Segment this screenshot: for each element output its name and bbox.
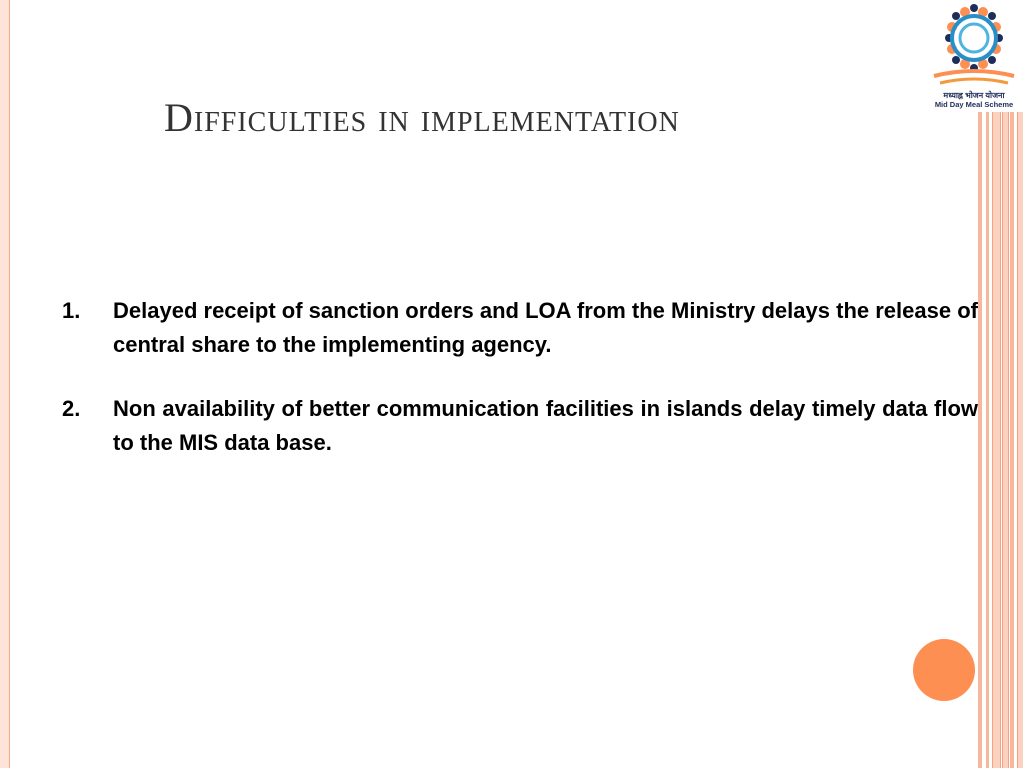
slide-title: Difficulties in implementation [164, 95, 680, 140]
difficulties-list [62, 294, 978, 490]
list-item-number: 1. [62, 298, 81, 323]
list-item-text: Delayed receipt of sanction orders and LOA from the Ministry delays the release of central share to the implementing agency. [113, 298, 978, 357]
list-item [62, 294, 978, 362]
list-item-number: 2. [62, 396, 81, 421]
logo-text-english: Mid Day Meal Scheme [934, 100, 1014, 109]
mid-day-meal-logo [926, 0, 1022, 112]
list-item [62, 392, 978, 460]
logo-emblem-icon [926, 0, 1022, 92]
orange-circle-decoration [913, 639, 975, 701]
logo-text-hindi: मध्याह्न भोजन योजना [943, 91, 1005, 100]
list-item-text: Non availability of better communication facilities in islands delay timely data flow to the MIS data base. [113, 396, 978, 455]
left-border-decoration [0, 0, 10, 768]
